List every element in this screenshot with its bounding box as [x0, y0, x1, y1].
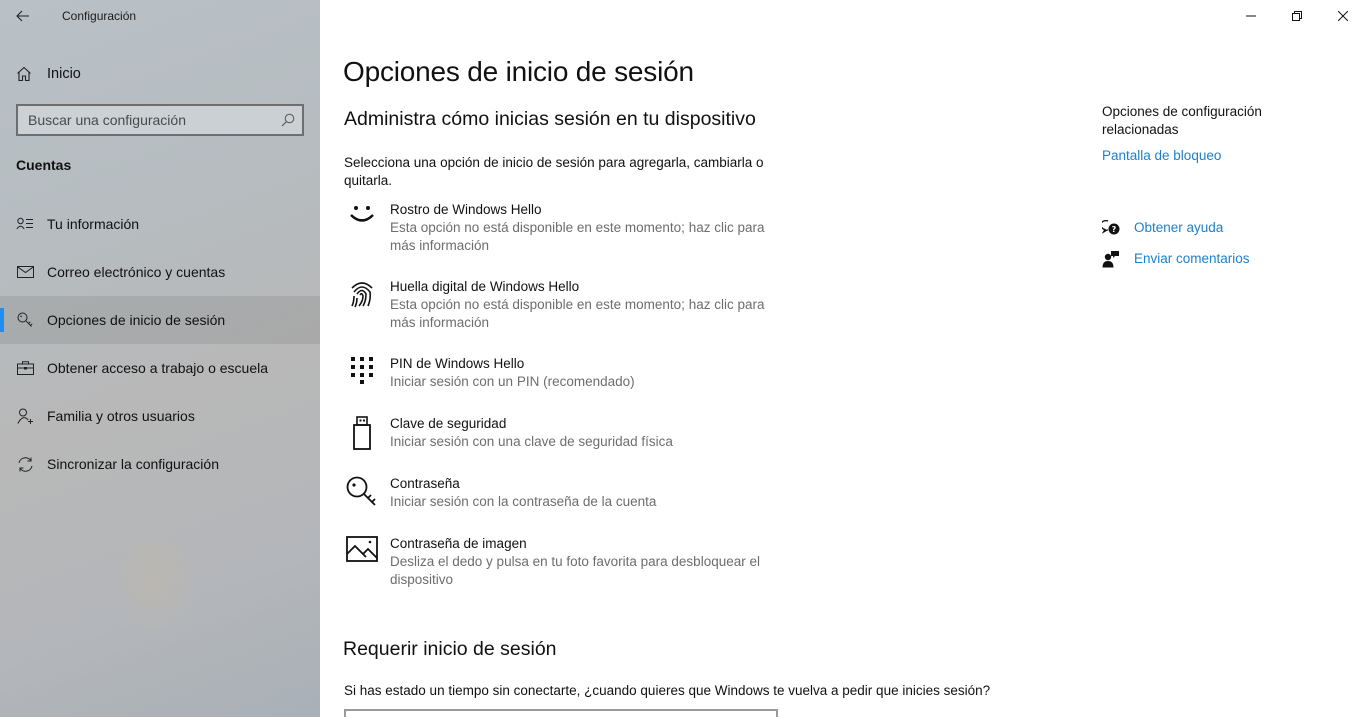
add-person-icon — [16, 408, 34, 425]
nav-label: Tu información — [47, 216, 140, 232]
sidebar-item-work-school[interactable] — [0, 344, 320, 392]
section-title-require-signin: Requerir inicio de sesión — [343, 638, 557, 660]
option-title: Rostro de Windows Hello — [390, 202, 542, 217]
related-settings-title: Opciones de configuración relacionadas — [1102, 104, 1262, 137]
get-help-label: Obtener ayuda — [1134, 220, 1224, 235]
title-bar — [0, 0, 320, 32]
option-desc: Iniciar sesión con una clave de seguridad física — [390, 434, 673, 449]
sync-icon — [16, 456, 34, 473]
key-icon — [16, 312, 34, 329]
help-chat-icon — [1102, 220, 1120, 236]
search-icon[interactable] — [274, 113, 302, 127]
picture-icon — [344, 534, 380, 570]
home-label: Inicio — [47, 66, 81, 82]
option-title: Clave de seguridad — [390, 416, 507, 431]
option-title: Contraseña de imagen — [390, 536, 527, 551]
option-desc: Esta opción no está disponible en este momento; haz clic para más información — [390, 220, 765, 253]
option-title: Contraseña — [390, 476, 460, 491]
main-content — [320, 0, 1366, 717]
feedback-icon — [1102, 250, 1120, 268]
option-title: PIN de Windows Hello — [390, 356, 525, 371]
back-arrow-icon — [16, 10, 30, 22]
lock-screen-link[interactable]: Pantalla de bloqueo — [1102, 148, 1222, 163]
option-password[interactable] — [344, 474, 794, 534]
section-title-manage: Administra cómo inicias sesión en tu dispositivo — [344, 108, 756, 130]
require-signin-question: Si has estado un tiempo sin conectarte, ¿cuando quieres que Windows te vuelva a pedir que inicies sesión? — [344, 683, 991, 698]
search-box — [16, 104, 304, 136]
send-feedback-link[interactable] — [1102, 243, 1250, 274]
option-title: Huella digital de Windows Hello — [390, 279, 580, 294]
help-links — [1102, 212, 1250, 274]
option-desc: Esta opción no está disponible en este momento; haz clic para más información — [390, 297, 765, 330]
section-label-accounts: Cuentas — [16, 157, 72, 173]
person-list-icon — [16, 217, 34, 231]
sidebar-item-home[interactable] — [0, 56, 320, 92]
send-feedback-label: Enviar comentarios — [1134, 251, 1250, 266]
option-face[interactable] — [344, 200, 794, 277]
nav-label: Correo electrónico y cuentas — [47, 264, 226, 280]
pin-keypad-icon — [344, 354, 380, 390]
svg-text:?: ? — [1111, 224, 1117, 234]
nav-label: Obtener acceso a trabajo o escuela — [47, 360, 269, 376]
sidebar-item-signin-options[interactable] — [0, 296, 320, 344]
password-key-icon — [344, 474, 380, 510]
sidebar — [0, 0, 320, 717]
back-button[interactable] — [0, 0, 46, 32]
fingerprint-icon — [344, 277, 380, 313]
sidebar-item-family[interactable] — [0, 392, 320, 440]
option-security-key[interactable] — [344, 414, 794, 474]
nav-label: Familia y otros usuarios — [47, 408, 195, 424]
nav-label: Sincronizar la configuración — [47, 456, 219, 472]
sidebar-item-your-info[interactable] — [0, 200, 320, 248]
sidebar-item-email-accounts[interactable] — [0, 248, 320, 296]
option-desc: Desliza el dedo y pulsa en tu foto favorita para desbloquear el dispositivo — [390, 554, 760, 587]
mail-icon — [16, 266, 34, 278]
option-pin[interactable] — [344, 354, 794, 414]
option-desc: Iniciar sesión con la contraseña de la cuenta — [390, 494, 657, 509]
require-signin-dropdown[interactable] — [344, 709, 778, 717]
option-desc: Iniciar sesión con un PIN (recomendado) — [390, 374, 635, 389]
option-fingerprint[interactable] — [344, 277, 794, 354]
usb-key-icon — [344, 414, 380, 450]
related-settings — [1102, 103, 1322, 163]
sidebar-item-sync[interactable] — [0, 440, 320, 488]
face-icon — [344, 200, 380, 236]
page-title: Opciones de inicio de sesión — [343, 56, 694, 87]
sidebar-nav — [0, 200, 320, 488]
intro-text: Selecciona una opción de inicio de sesión para agregarla, cambiarla o quitarla. — [344, 155, 764, 188]
home-icon — [16, 66, 34, 82]
briefcase-icon — [16, 361, 34, 375]
nav-label: Opciones de inicio de sesión — [47, 312, 226, 328]
signin-options-list — [344, 200, 794, 611]
search-input[interactable] — [18, 112, 274, 128]
option-picture-password[interactable] — [344, 534, 794, 611]
app-title: Configuración — [62, 9, 137, 23]
get-help-link[interactable] — [1102, 212, 1250, 243]
